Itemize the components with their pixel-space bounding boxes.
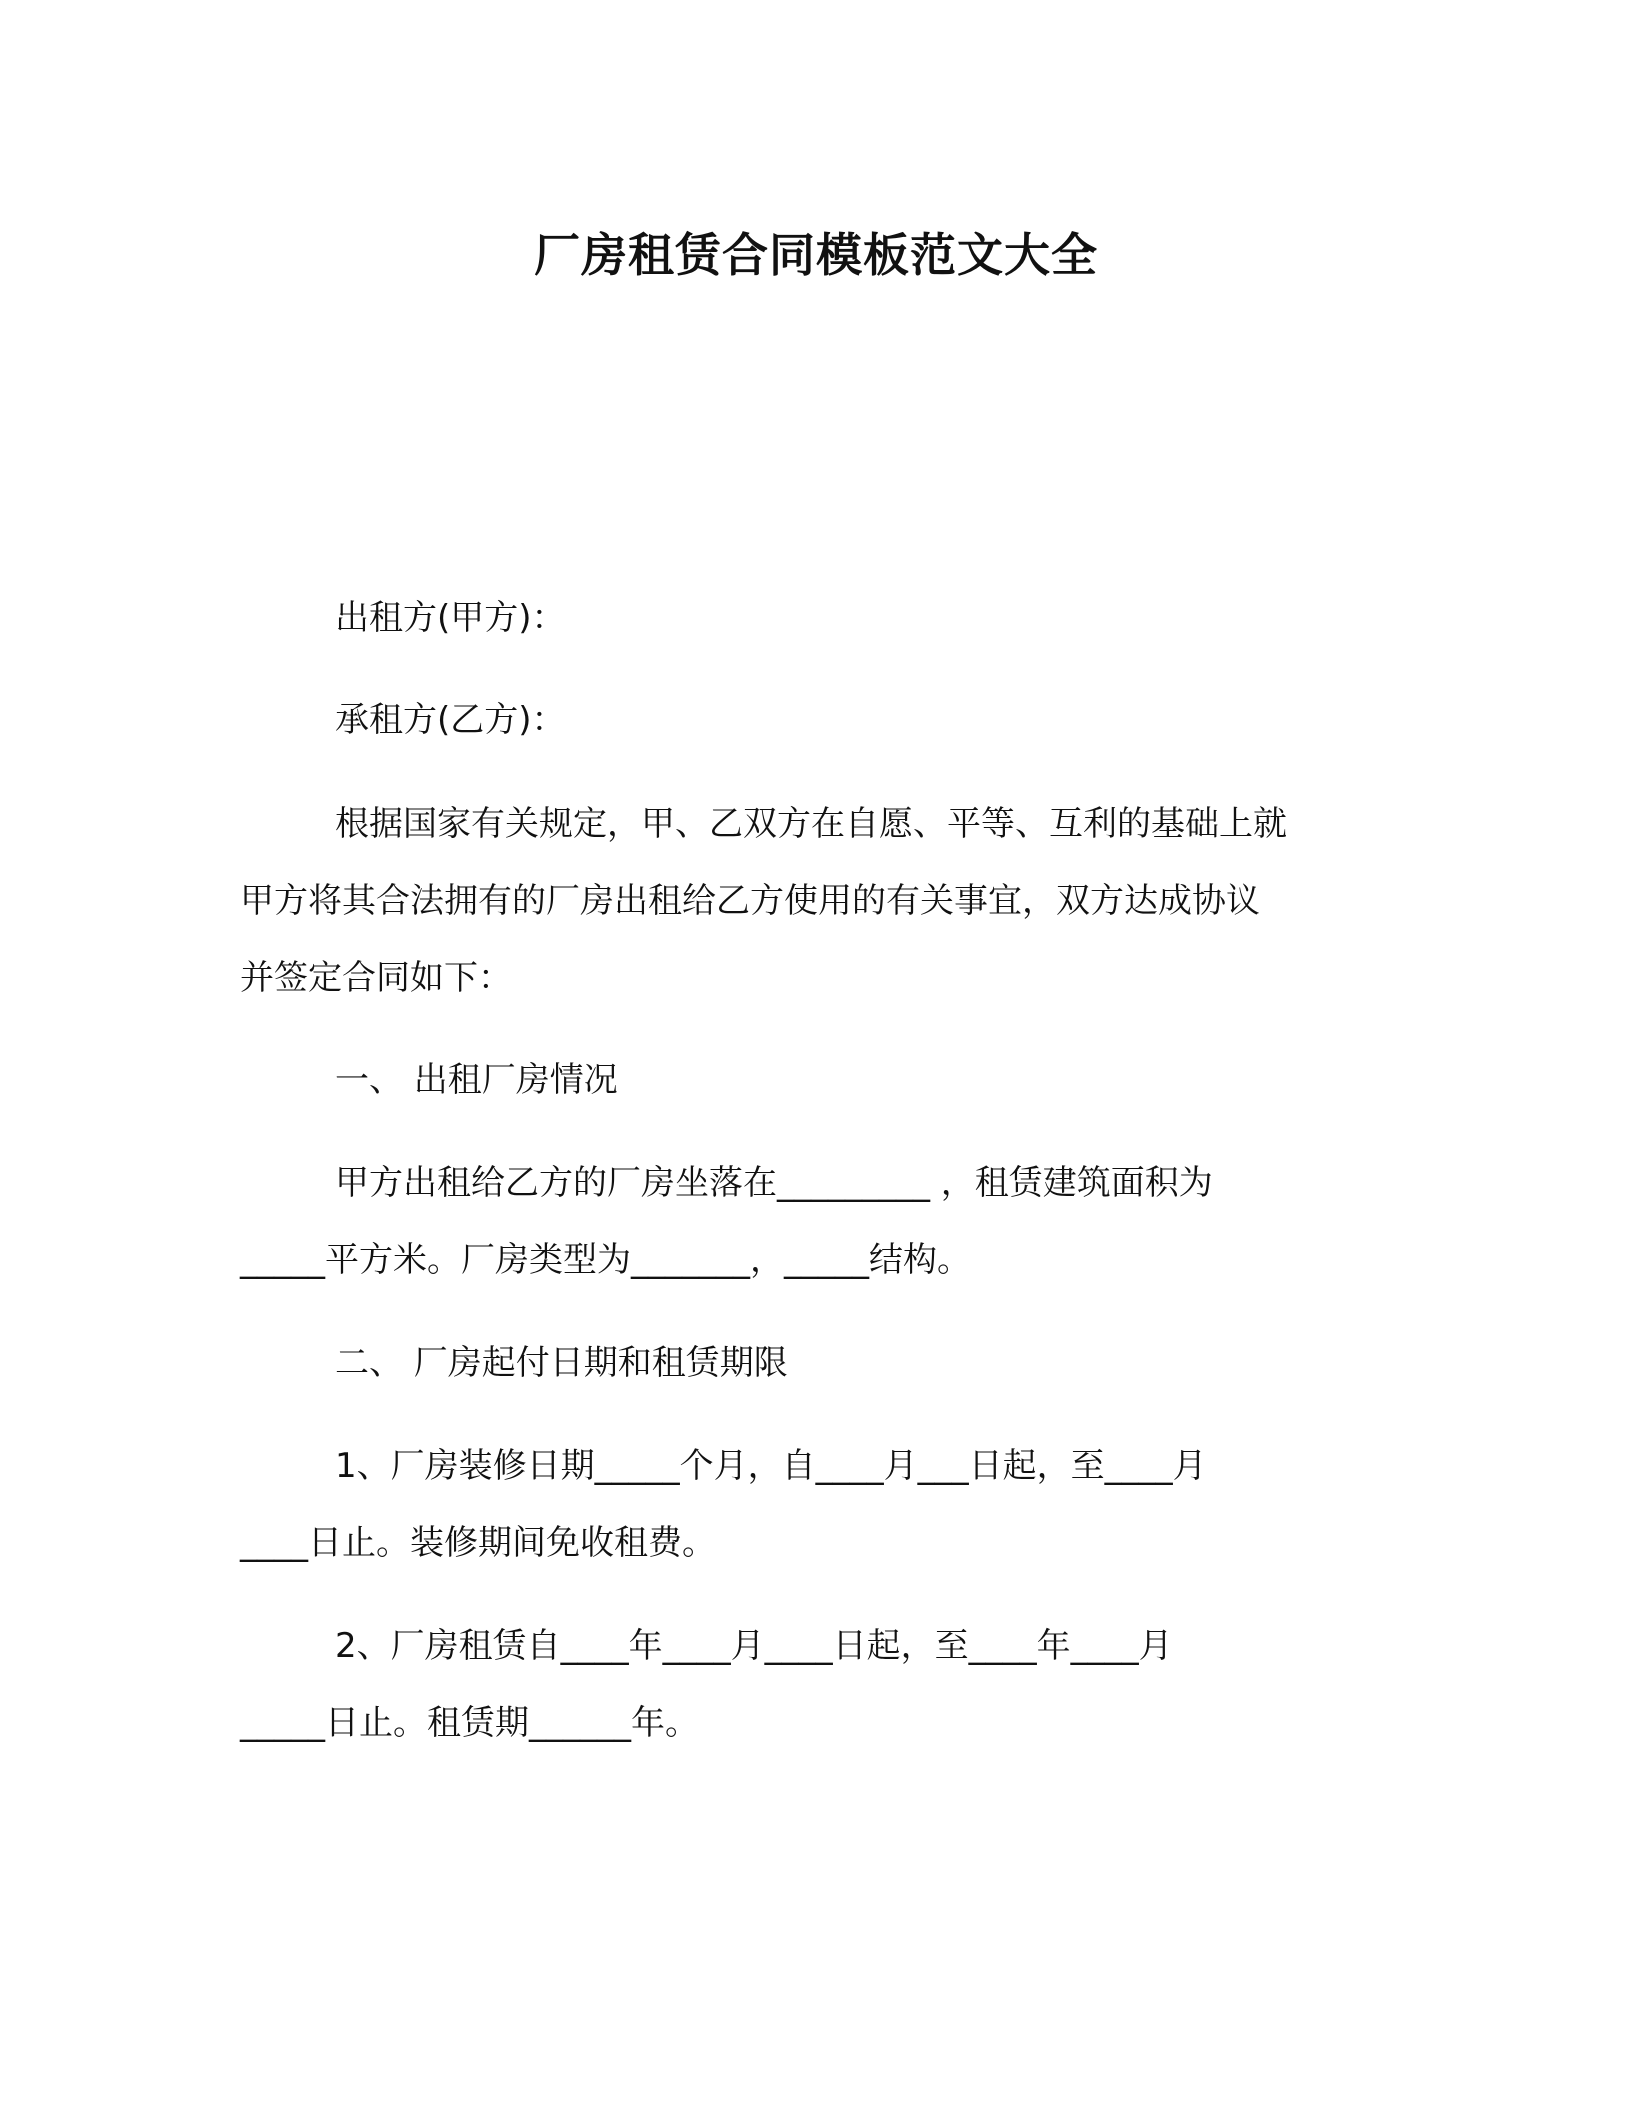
item-2-line-1: 2、厂房租赁自____年____月____日起，至____年____月 [335, 1626, 1173, 1666]
intro-line-3: 并签定合同如下： [240, 958, 512, 998]
section-1-line-2: _____平方米。厂房类型为_______，_____结构。 [240, 1240, 971, 1280]
section-1-heading: 一、 出租厂房情况 [335, 1060, 618, 1100]
section-1-line-1: 甲方出租给乙方的厂房坐落在_________ ，租赁建筑面积为 [335, 1163, 1213, 1203]
item-1-line-1: 1、厂房装修日期_____个月，自____月___日起，至____月 [335, 1446, 1207, 1486]
intro-line-1: 根据国家有关规定，甲、乙双方在自愿、平等、互利的基础上就 [335, 804, 1287, 844]
section-2-heading: 二、 厂房起付日期和租赁期限 [335, 1343, 788, 1383]
lessee-line: 承租方(乙方)： [335, 700, 566, 740]
item-1-line-2: ____日止。装修期间免收租费。 [240, 1523, 716, 1563]
item-2-line-2: _____日止。租赁期______年。 [240, 1703, 699, 1743]
document-title: 厂房租赁合同模板范文大全 [534, 228, 1098, 282]
intro-line-2: 甲方将其合法拥有的厂房出租给乙方使用的有关事宜，双方达成协议 [240, 881, 1260, 921]
lessor-line: 出租方(甲方)： [335, 598, 566, 638]
